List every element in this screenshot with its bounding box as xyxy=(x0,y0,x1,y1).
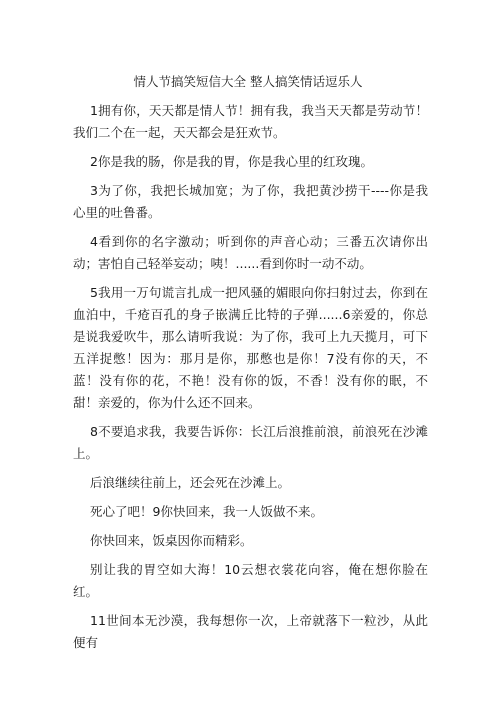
paragraph: 3为了你，我把长城加宽；为了你，我把黄沙捞干----你是我心里的吐鲁番。 xyxy=(73,183,428,220)
paragraph: 1拥有你，天天都是情人节！拥有我，我当天天都是劳动节！我们二个在一起，天天都会是狂欢节。 xyxy=(73,103,428,140)
paragraph: 死心了吧！9你快回来，我一人饭做不来。 xyxy=(90,504,323,519)
paragraph: 后浪继续往前上，还会死在沙滩上。 xyxy=(90,475,291,490)
paragraph: 5我用一万句谎言扎成一把风骚的媚眼向你扫射过去，你到在血泊中，千疮百孔的身子嵌满丘比特的子弹......6亲爱的，你总是说我爱吹牛，那么请听我说：为了你，我可上九天揽月，可下五洋捉憋！因为：那月是你，那憋也是你！7没有你的天，不蓝！没有你的花，不艳！没有你的饭，不香！没有你的眠，不甜！亲爱的，你为什么还不回来。 xyxy=(73,285,428,410)
document-title: 情人节搞笑短信大全 整人搞笑情话逗乐人 xyxy=(133,74,363,89)
document-body xyxy=(73,100,428,661)
paragraph: 2你是我的肠，你是我的胃，你是我心里的红玫瑰。 xyxy=(90,154,373,169)
paragraph: 8不要追求我，我要告诉你：长江后浪推前浪，前浪死在沙滩上。 xyxy=(73,424,428,461)
paragraph: 你快回来，饭桌因你而精彩。 xyxy=(90,533,253,548)
paragraph: 11世间本无沙漠，我每想你一次，上帝就落下一粒沙，从此便有 xyxy=(73,613,428,650)
paragraph: 4看到你的名字激动；听到你的声音心动；三番五次请你出动；害怕自己轻举妄动；咦！......看到你时一动不动。 xyxy=(73,234,428,271)
paragraph: 别让我的胃空如大海！10云想衣裳花向容，俺在想你脸在红。 xyxy=(73,562,428,599)
